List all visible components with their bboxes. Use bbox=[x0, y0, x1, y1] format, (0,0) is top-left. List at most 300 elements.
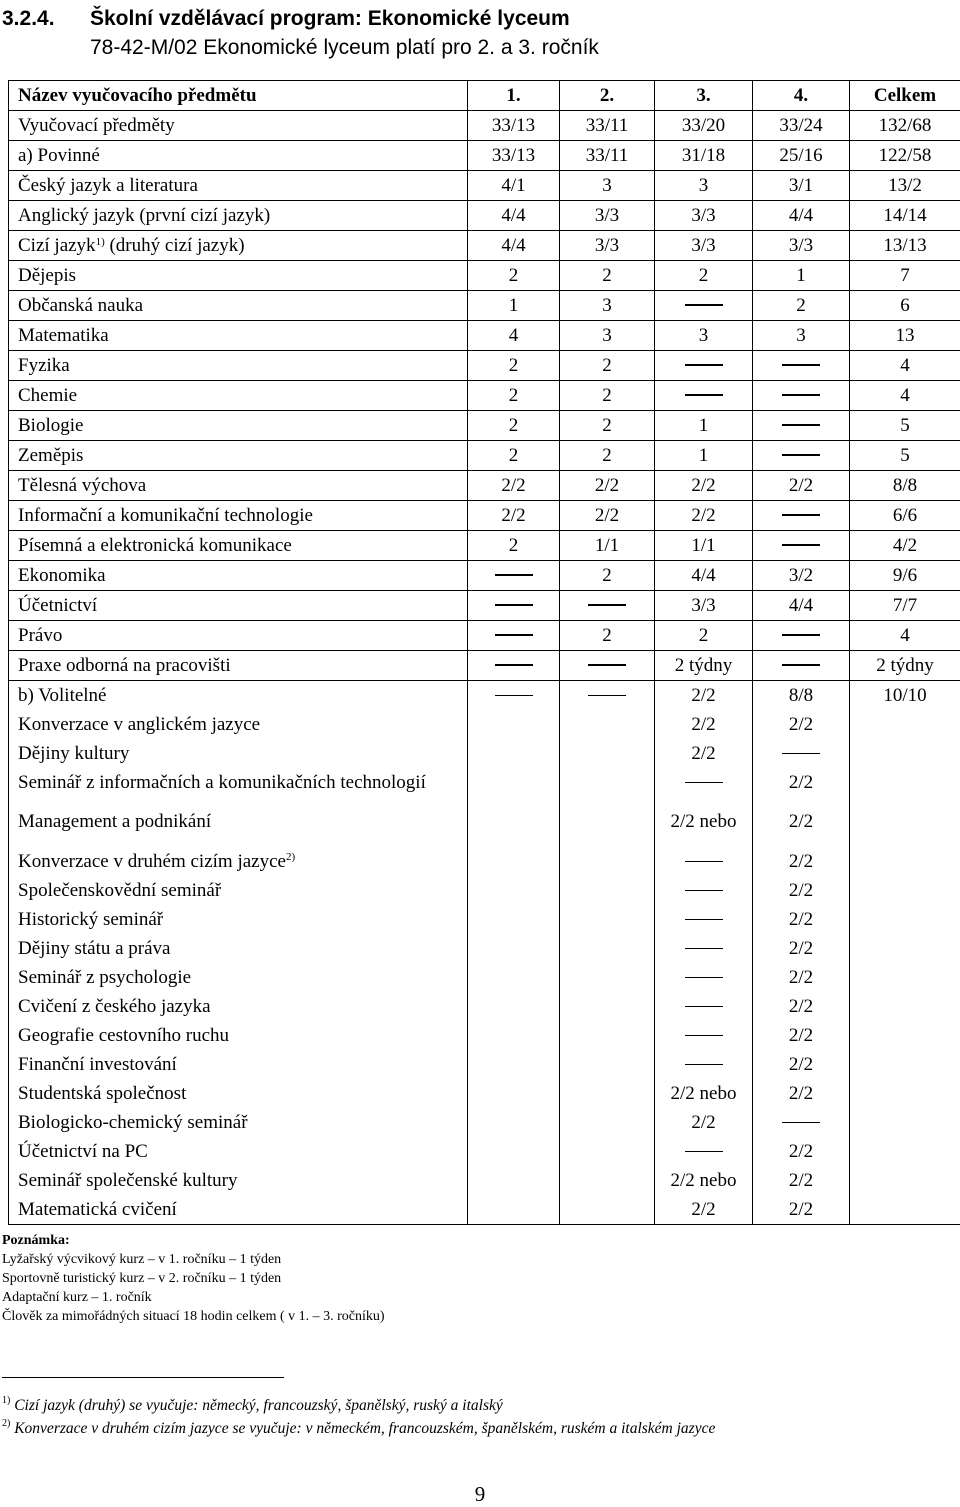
note-line: Sportovně turistický kurz – v 2. ročníku – 1 týden bbox=[2, 1271, 282, 1286]
cell-value: 1 bbox=[508, 294, 519, 316]
table-row bbox=[9, 201, 960, 231]
cell-value: 10/10 bbox=[883, 685, 927, 706]
cell-value: 2/2 nebo bbox=[670, 1083, 737, 1104]
cell-value: 2/2 bbox=[501, 504, 526, 526]
hours-cell bbox=[560, 291, 655, 321]
hours-cell bbox=[560, 561, 655, 591]
dash-mark bbox=[685, 919, 723, 920]
cell-value: 14/14 bbox=[883, 204, 927, 226]
hours-cell bbox=[655, 261, 753, 291]
hours-cell bbox=[850, 621, 960, 651]
dash-mark bbox=[588, 604, 626, 605]
table-row bbox=[9, 171, 960, 201]
dash-mark bbox=[588, 664, 626, 665]
total-cell bbox=[850, 681, 960, 1225]
hours-cell bbox=[468, 201, 560, 231]
cell-value: 2 bbox=[698, 264, 709, 286]
dash-mark bbox=[685, 890, 723, 891]
curriculum-table bbox=[8, 80, 960, 1225]
subject-name: Cizí jazyk bbox=[18, 234, 96, 256]
table-row bbox=[9, 411, 960, 441]
footnote-1 bbox=[2, 1394, 715, 1417]
footnote-text: Cizí jazyk (druhý) se vyučuje: německý, francouzský, španělský, ruský a italský bbox=[10, 1397, 503, 1414]
cell-value: 6 bbox=[900, 294, 910, 316]
column-header: 4. bbox=[753, 81, 850, 111]
hours-cell bbox=[850, 111, 960, 141]
elective-subjects bbox=[9, 681, 468, 1225]
cell-value: 1/1 bbox=[594, 534, 620, 556]
dash-mark bbox=[588, 695, 626, 696]
hours-cell bbox=[468, 531, 560, 561]
cell-value: 2/2 bbox=[788, 996, 814, 1017]
hours-cell bbox=[655, 441, 753, 471]
hours-cell bbox=[560, 471, 655, 501]
subject-name: Geografie cestovního ruchu bbox=[18, 1025, 230, 1046]
cell-value: 3 bbox=[698, 324, 709, 346]
footnote-mark: 2) bbox=[2, 1418, 11, 1429]
subject-name: Cvičení z českého jazyka bbox=[18, 996, 211, 1017]
notes-title: Poznámka: bbox=[2, 1233, 70, 1248]
cell-value: 2 bbox=[698, 624, 709, 646]
dash-mark bbox=[782, 454, 820, 455]
cell-value: 2 bbox=[602, 444, 612, 466]
dash-mark bbox=[685, 782, 723, 783]
cell-value: 5 bbox=[900, 444, 910, 466]
hours-cell bbox=[560, 411, 655, 441]
page-number: 9 bbox=[474, 1482, 486, 1506]
cell-value: 3/3 bbox=[691, 234, 716, 256]
dash-mark bbox=[782, 514, 820, 515]
cell-value: 4/4 bbox=[501, 234, 526, 256]
cell-value: 4 bbox=[508, 324, 519, 346]
table-row bbox=[9, 471, 960, 501]
table-row bbox=[9, 591, 960, 621]
hours-cell bbox=[468, 381, 560, 411]
cell-value: 2 bbox=[796, 294, 806, 316]
cell-value: 2/2 bbox=[691, 714, 716, 735]
cell-value: 2/2 bbox=[594, 474, 620, 496]
hours-cell bbox=[560, 171, 655, 201]
hours-cell bbox=[850, 471, 960, 501]
hours-cell bbox=[468, 591, 560, 621]
hours-cell bbox=[655, 291, 753, 321]
hours-cell bbox=[753, 201, 850, 231]
hours-cell bbox=[850, 651, 960, 681]
cell-value: 2/2 bbox=[691, 504, 716, 526]
subject-name: Praxe odborná na pracovišti bbox=[18, 654, 231, 676]
subject-name: Písemná a elektronická komunikace bbox=[18, 534, 292, 556]
cell-value: 2 týdny bbox=[876, 654, 934, 676]
hours-cell bbox=[850, 231, 960, 261]
subject-name: Vyučovací předměty bbox=[18, 114, 175, 136]
cell-value: 2/2 bbox=[594, 504, 620, 526]
hours-cell bbox=[753, 261, 850, 291]
hours-cell bbox=[468, 291, 560, 321]
hours-cell bbox=[850, 261, 960, 291]
subject-cell bbox=[9, 621, 468, 651]
hours-cell bbox=[468, 351, 560, 381]
cell-value: 3/3 bbox=[594, 204, 620, 226]
hours-cell bbox=[468, 471, 560, 501]
dash-mark bbox=[685, 1151, 723, 1152]
subject-cell bbox=[9, 261, 468, 291]
subject-name: Účetnictví na PC bbox=[18, 1141, 148, 1162]
footnote-ref: 1) bbox=[95, 235, 105, 248]
hours-cell bbox=[850, 141, 960, 171]
subject-name: Informační a komunikační technologie bbox=[18, 504, 313, 526]
cell-value: 1 bbox=[698, 444, 709, 466]
cell-value: 2/2 nebo bbox=[670, 811, 737, 832]
hours-cell bbox=[560, 381, 655, 411]
hours-cell bbox=[468, 621, 560, 651]
subject-name-suffix: (druhý cizí jazyk) bbox=[104, 234, 245, 256]
hours-cell bbox=[850, 351, 960, 381]
hours-cell bbox=[850, 171, 960, 201]
subject-cell bbox=[9, 531, 468, 561]
cell-value: 3 bbox=[602, 294, 612, 316]
dash-mark bbox=[782, 664, 820, 665]
section-heading bbox=[2, 4, 599, 62]
notes bbox=[2, 1231, 385, 1326]
hours-cell bbox=[560, 441, 655, 471]
cell-value: 33/24 bbox=[779, 114, 823, 136]
subject-name: a) Povinné bbox=[18, 144, 100, 166]
cell-value: 2/2 bbox=[788, 714, 814, 735]
cell-value: 33/11 bbox=[585, 144, 629, 166]
subject-cell bbox=[9, 321, 468, 351]
subject-name: Chemie bbox=[18, 384, 78, 406]
hours-cell bbox=[753, 141, 850, 171]
footnotes bbox=[2, 1394, 715, 1440]
subject-name: Zeměpis bbox=[18, 444, 84, 466]
dash-mark bbox=[495, 634, 533, 635]
header-row bbox=[9, 81, 960, 111]
hours-cell bbox=[753, 531, 850, 561]
hours-cell bbox=[560, 231, 655, 261]
cell-value: 2/2 bbox=[788, 1170, 814, 1191]
cell-value: 1 bbox=[796, 264, 806, 286]
cell-value: 2 bbox=[508, 534, 519, 556]
cell-value: 2/2 bbox=[691, 685, 716, 706]
dash-mark bbox=[782, 1122, 820, 1123]
cell-value: 2/2 bbox=[501, 474, 526, 496]
hours-cell bbox=[468, 231, 560, 261]
hours-cell bbox=[560, 201, 655, 231]
hours-cell bbox=[850, 441, 960, 471]
table-row bbox=[9, 381, 960, 411]
cell-value: 2/2 bbox=[788, 474, 814, 496]
dash-mark bbox=[685, 948, 723, 949]
table-row bbox=[9, 531, 960, 561]
cell-value: 2 bbox=[508, 414, 519, 436]
cell-value: 2/2 bbox=[788, 1199, 814, 1220]
hours-cell bbox=[468, 321, 560, 351]
cell-value: 122/58 bbox=[878, 144, 932, 166]
dash-mark bbox=[685, 364, 723, 365]
hours-cell bbox=[850, 501, 960, 531]
cell-value: 2/2 bbox=[691, 474, 716, 496]
cell-value: 4/2 bbox=[892, 534, 918, 556]
subject-name: Finanční investování bbox=[18, 1054, 177, 1075]
cell-value: 4/1 bbox=[501, 174, 526, 196]
subject-cell bbox=[9, 111, 468, 141]
subject-name: Studentská společnost bbox=[18, 1083, 187, 1104]
subject-name: Dějiny státu a práva bbox=[18, 938, 171, 959]
column-header: 3. bbox=[655, 81, 753, 111]
cell-value: 7 bbox=[900, 264, 910, 286]
hours-cell bbox=[850, 381, 960, 411]
hours-cell bbox=[753, 381, 850, 411]
subject-name: Ekonomika bbox=[18, 564, 106, 586]
hours-cell bbox=[753, 561, 850, 591]
hours-cell bbox=[753, 321, 850, 351]
cell-value: 13/13 bbox=[883, 234, 927, 256]
subject-cell bbox=[9, 381, 468, 411]
footnote-separator bbox=[2, 1377, 284, 1378]
hours-cell bbox=[655, 171, 753, 201]
subject-name: Český jazyk a literatura bbox=[18, 174, 198, 196]
table-row bbox=[9, 321, 960, 351]
hours-cell bbox=[753, 231, 850, 261]
subject-name: Fyzika bbox=[18, 354, 70, 376]
hours-cell bbox=[560, 141, 655, 171]
footnote-mark: 1) bbox=[2, 1395, 11, 1406]
section-subtitle: 78-42-M/02 Ekonomické lyceum platí pro 2. a 3. ročník bbox=[90, 36, 599, 59]
hours-cell bbox=[753, 291, 850, 321]
cell-value: 1/1 bbox=[691, 534, 716, 556]
cell-value: 2/2 bbox=[788, 1025, 814, 1046]
subject-cell bbox=[9, 201, 468, 231]
cell-value: 132/68 bbox=[878, 114, 932, 136]
hours-cell bbox=[655, 321, 753, 351]
table-row bbox=[9, 561, 960, 591]
cell-value: 3/3 bbox=[691, 594, 716, 616]
dash-mark bbox=[685, 1064, 723, 1065]
subject-cell bbox=[9, 651, 468, 681]
cell-value: 2/2 bbox=[788, 909, 814, 930]
subject-name: Historický seminář bbox=[18, 909, 164, 930]
table-row bbox=[9, 141, 960, 171]
hours-cell bbox=[468, 561, 560, 591]
subject-name: Konverzace v druhém cizím jazyce bbox=[18, 851, 286, 872]
table-row bbox=[9, 231, 960, 261]
cell-value: 2/2 bbox=[788, 1054, 814, 1075]
cell-value: 31/18 bbox=[681, 144, 726, 166]
cell-value: 2 bbox=[508, 384, 519, 406]
hours-cell bbox=[753, 171, 850, 201]
section-title: Školní vzdělávací program: Ekonomické lyceum bbox=[90, 7, 570, 30]
section-number: 3.2.4. bbox=[2, 7, 55, 30]
column-header: 1. bbox=[468, 81, 560, 111]
hours-cell bbox=[560, 351, 655, 381]
hours-cell bbox=[468, 111, 560, 141]
hours-cell bbox=[655, 231, 753, 261]
hours-cell bbox=[560, 591, 655, 621]
dash-mark bbox=[685, 1006, 723, 1007]
hours-cell bbox=[468, 681, 560, 1225]
cell-value: 25/16 bbox=[779, 144, 823, 166]
hours-cell bbox=[655, 531, 753, 561]
subject-name: Tělesná výchova bbox=[18, 474, 147, 496]
footnote-2 bbox=[2, 1417, 715, 1440]
subject-name: Společenskovědní seminář bbox=[18, 880, 222, 901]
table-row bbox=[9, 621, 960, 651]
cell-value: 8/8 bbox=[892, 474, 918, 496]
subject-name: Občanská nauka bbox=[18, 294, 144, 316]
dash-mark bbox=[782, 544, 820, 545]
dash-mark bbox=[782, 364, 820, 365]
cell-value: 6/6 bbox=[892, 504, 918, 526]
dash-mark bbox=[782, 753, 820, 754]
subject-name: Seminář z psychologie bbox=[18, 967, 192, 988]
hours-cell bbox=[655, 411, 753, 441]
cell-value: 7/7 bbox=[892, 594, 918, 616]
subject-cell bbox=[9, 501, 468, 531]
cell-value: 2/2 bbox=[788, 772, 814, 793]
hours-cell bbox=[468, 411, 560, 441]
hours-cell bbox=[753, 591, 850, 621]
cell-value: 33/13 bbox=[491, 144, 536, 166]
hours-cell bbox=[655, 621, 753, 651]
subject-name: Dějiny kultury bbox=[18, 743, 130, 764]
cell-value: 3/1 bbox=[788, 174, 814, 196]
hours-cell bbox=[655, 591, 753, 621]
hours-cell bbox=[753, 111, 850, 141]
hours-cell bbox=[850, 591, 960, 621]
subject-name: Seminář společenské kultury bbox=[18, 1170, 238, 1191]
note-line: Lyžařský výcvikový kurz – v 1. ročníku – 1 týden bbox=[2, 1252, 282, 1267]
cell-value: 2/2 bbox=[788, 811, 814, 832]
hours-cell bbox=[560, 531, 655, 561]
cell-value: 4/4 bbox=[788, 594, 814, 616]
subject-name: b) Volitelné bbox=[18, 685, 107, 706]
table-row bbox=[9, 291, 960, 321]
hours-cell bbox=[850, 561, 960, 591]
cell-value: 3/3 bbox=[594, 234, 620, 256]
hours-cell bbox=[560, 261, 655, 291]
hours-cell bbox=[468, 261, 560, 291]
cell-value: 2/2 bbox=[788, 851, 814, 872]
column-header: Název vyučovacího předmětu bbox=[9, 81, 468, 111]
subject-name: Matematika bbox=[18, 324, 109, 346]
cell-value: 2 bbox=[508, 444, 519, 466]
subject-name: Biologie bbox=[18, 414, 84, 436]
subject-name: Účetnictví bbox=[18, 594, 98, 616]
hours-cell bbox=[850, 201, 960, 231]
cell-value: 2/2 bbox=[788, 938, 814, 959]
hours-cell bbox=[753, 621, 850, 651]
dash-mark bbox=[495, 574, 533, 575]
cell-value: 33/11 bbox=[585, 114, 629, 136]
hours-cell bbox=[655, 201, 753, 231]
cell-value: 3 bbox=[796, 324, 806, 346]
hours-cell bbox=[468, 171, 560, 201]
cell-value: 2 bbox=[602, 414, 612, 436]
elective-block bbox=[9, 681, 960, 1225]
dash-mark bbox=[685, 304, 723, 305]
note-line: Adaptační kurz – 1. ročník bbox=[2, 1290, 152, 1305]
cell-value: 4/4 bbox=[788, 204, 814, 226]
table-row bbox=[9, 501, 960, 531]
cell-value: 3/3 bbox=[788, 234, 814, 256]
hours-cell bbox=[850, 531, 960, 561]
hours-cell bbox=[753, 351, 850, 381]
hours-cell bbox=[850, 411, 960, 441]
cell-value: 2/2 bbox=[691, 743, 716, 764]
subject-cell bbox=[9, 291, 468, 321]
subject-cell bbox=[9, 141, 468, 171]
subject-name: Seminář z informačních a komunikačních technologií bbox=[18, 772, 426, 793]
cell-value: 2/2 bbox=[691, 1112, 716, 1133]
hours-cell bbox=[468, 141, 560, 171]
cell-value: 4 bbox=[900, 384, 910, 406]
subject-name: Biologicko-chemický seminář bbox=[18, 1112, 248, 1133]
hours-cell bbox=[560, 681, 655, 1225]
cell-value: 3 bbox=[602, 324, 612, 346]
cell-value: 4/4 bbox=[501, 204, 526, 226]
hours-cell bbox=[655, 651, 753, 681]
cell-value: 3 bbox=[698, 174, 709, 196]
hours-cell bbox=[753, 651, 850, 681]
cell-value: 2/2 bbox=[788, 1141, 814, 1162]
cell-value: 13 bbox=[895, 324, 915, 346]
dash-mark bbox=[685, 1035, 723, 1036]
year3-column bbox=[655, 681, 753, 1225]
subject-name: Anglický jazyk (první cizí jazyk) bbox=[18, 204, 271, 226]
hours-cell bbox=[655, 381, 753, 411]
dash-mark bbox=[495, 695, 533, 696]
cell-value: 3 bbox=[602, 174, 612, 196]
year4-column bbox=[753, 681, 850, 1225]
footnote-text: Konverzace v druhém cizím jazyce se vyučuje: v německém, francouzském, španělském, ruském a italském jazyce bbox=[10, 1420, 716, 1437]
cell-value: 2/2 bbox=[788, 880, 814, 901]
hours-cell bbox=[753, 471, 850, 501]
dash-mark bbox=[782, 424, 820, 425]
table-row bbox=[9, 261, 960, 291]
dash-mark bbox=[685, 861, 723, 862]
cell-value: 2 bbox=[508, 354, 519, 376]
cell-value: 5 bbox=[900, 414, 910, 436]
cell-value: 2 bbox=[602, 624, 612, 646]
cell-value: 4 bbox=[900, 624, 910, 646]
cell-value: 2/2 nebo bbox=[670, 1170, 737, 1191]
cell-value: 9/6 bbox=[892, 564, 918, 586]
subject-cell bbox=[9, 231, 468, 261]
subject-name: Management a podnikání bbox=[18, 811, 212, 832]
dash-mark bbox=[685, 394, 723, 395]
subject-cell bbox=[9, 171, 468, 201]
cell-value: 1 bbox=[698, 414, 709, 436]
hours-cell bbox=[753, 501, 850, 531]
hours-cell bbox=[850, 321, 960, 351]
subject-name: Právo bbox=[18, 624, 63, 646]
cell-value: 2/2 bbox=[788, 1083, 814, 1104]
hours-cell bbox=[655, 471, 753, 501]
dash-mark bbox=[495, 604, 533, 605]
table-row bbox=[9, 351, 960, 381]
table-row bbox=[9, 111, 960, 141]
cell-value: 2 bbox=[602, 384, 612, 406]
subject-name: Matematická cvičení bbox=[18, 1199, 177, 1220]
dash-mark bbox=[782, 394, 820, 395]
cell-value: 2 bbox=[602, 354, 612, 376]
hours-cell bbox=[655, 111, 753, 141]
hours-cell bbox=[655, 141, 753, 171]
column-header: Celkem bbox=[850, 81, 960, 111]
hours-cell bbox=[850, 291, 960, 321]
hours-cell bbox=[560, 111, 655, 141]
subject-cell bbox=[9, 471, 468, 501]
